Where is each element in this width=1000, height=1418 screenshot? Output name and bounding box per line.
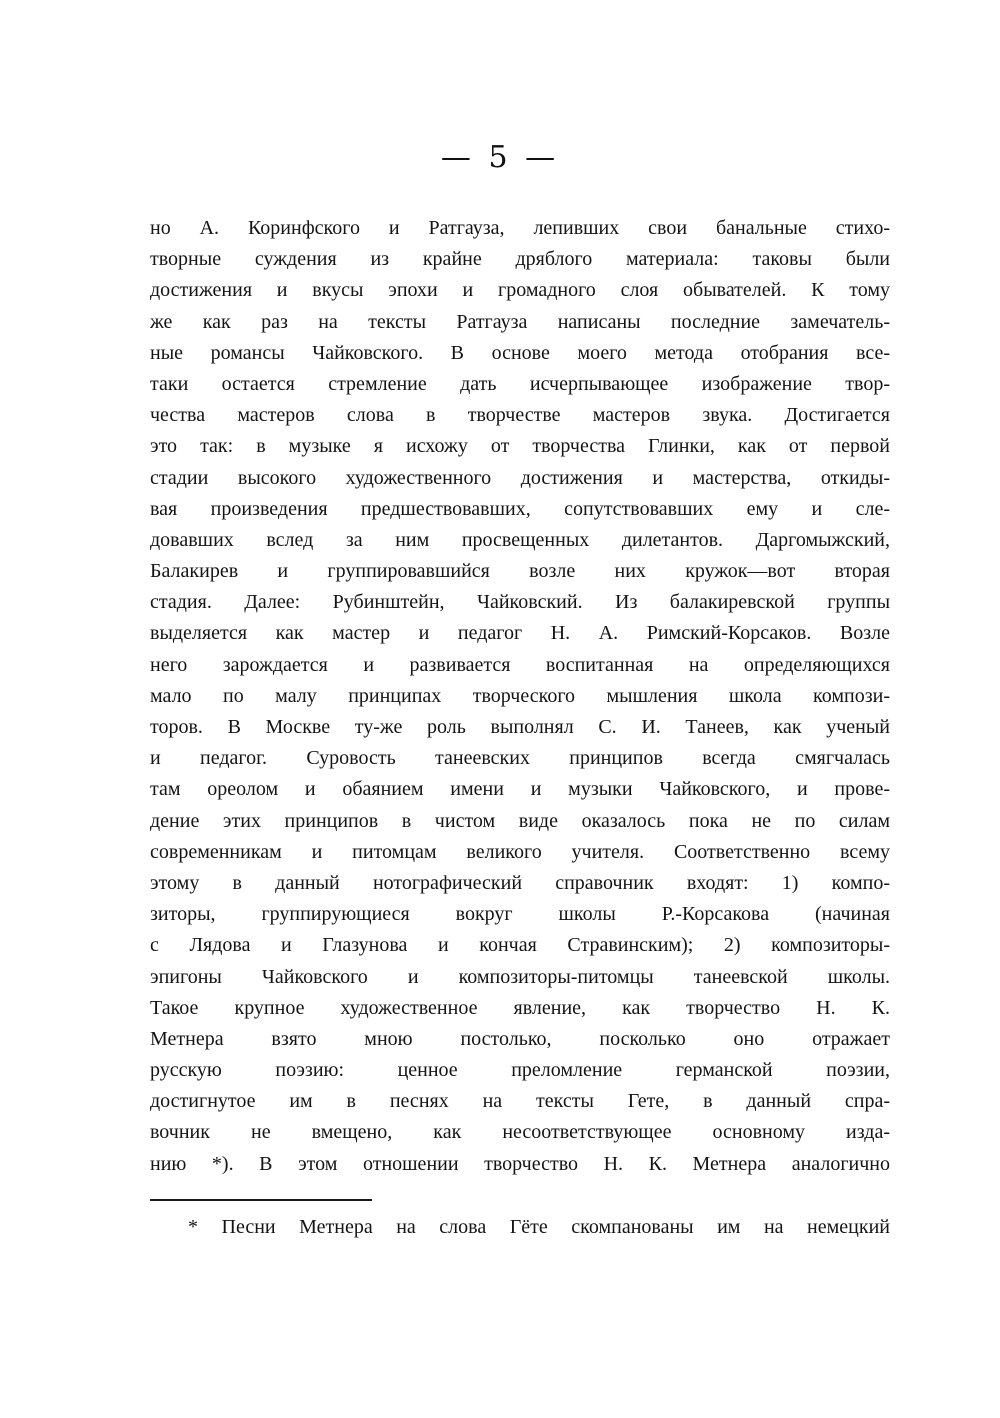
text-line: выделяется как мастер и педагог Н. А. Римский-Корсаков. Возле	[150, 622, 890, 645]
footnote-divider	[150, 1199, 372, 1201]
text-line: творные суждения из крайне дряблого материала: таковы были	[150, 248, 890, 271]
text-line: но А. Коринфского и Ратгауза, лепивших свои банальные стихо-	[150, 217, 890, 239]
text-line: эпигоны Чайковского и композиторы-питомцы танеевской школы.	[150, 965, 890, 988]
text-line: вочник не вмещено, как несоответствующее основному изда-	[150, 1121, 890, 1144]
page-number: — 5 —	[440, 140, 560, 175]
text-line: Балакирев и группировавшийся возле них кружок—вот вторая	[150, 560, 890, 583]
text-line: Такое крупное художественное явление, как творчество Н. К.	[150, 996, 890, 1019]
text-line: ные романсы Чайковского. В основе моего метода отобрания все-	[150, 341, 890, 364]
text-line: достигнутое им в песнях на тексты Гете, в данный спра-	[150, 1090, 890, 1113]
text-line: современникам и питомцам великого учителя. Соответственно всему	[150, 840, 890, 863]
text-line: нию *). В этом отношении творчество Н. К. Метнера аналогично	[150, 1152, 890, 1175]
text-line: этому в данный нотографический справочник входят: 1) компо-	[150, 871, 890, 894]
text-line: чества мастеров слова в творчестве мастеров звука. Достигается	[150, 404, 890, 427]
text-line: мало по малу принципах творческого мышления школа компози-	[150, 684, 890, 707]
text-line: него зарождается и развивается воспитанная на определяющихся	[150, 653, 890, 676]
text-line: с Лядова и Глазунова и кончая Стравинским); 2) композиторы-	[150, 934, 890, 957]
text-line: таки остается стремление дать исчерпывающее изображение твор-	[150, 372, 890, 395]
text-line: достижения и вкусы эпохи и громадного слоя обывателей. К тому	[150, 279, 890, 302]
text-line: и педагог. Суровость танеевских принципов всегда смягчалась	[150, 747, 890, 770]
text-line: стадии высокого художественного достижения и мастерства, откиды-	[150, 466, 890, 489]
text-line: довавших вслед за ним просвещенных дилетантов. Даргомыжский,	[150, 528, 890, 551]
text-line: там ореолом и обаянием имени и музыки Чайковского, и прове-	[150, 778, 890, 801]
text-line: русскую поэзию: ценное преломление германской поэзии,	[150, 1059, 890, 1082]
text-line: же как раз на тексты Ратгауза написаны последние замечатель-	[150, 310, 890, 333]
body-text	[150, 213, 890, 1180]
text-line: Метнера взято мною постолько, посколько оно отражает	[150, 1027, 890, 1050]
text-line: зиторы, группирующиеся вокруг школы Р.-Корсакова (начиная	[150, 903, 890, 926]
text-line: это так: в музыке я исхожу от творчества Глинки, как от первой	[150, 435, 890, 458]
text-line: стадия. Далее: Рубинштейн, Чайковский. Из балакиревской группы	[150, 591, 890, 614]
text-line: торов. В Москве ту-же роль выполнял С. И. Танеев, как ученый	[150, 716, 890, 738]
text-line: дение этих принципов в чистом виде оказалось пока не по силам	[150, 809, 890, 832]
footnote: * Песни Метнера на слова Гёте скомпанованы им на немецкий	[188, 1216, 890, 1238]
text-line: вая произведения предшествовавших, сопутствовавших ему и сле-	[150, 497, 890, 520]
